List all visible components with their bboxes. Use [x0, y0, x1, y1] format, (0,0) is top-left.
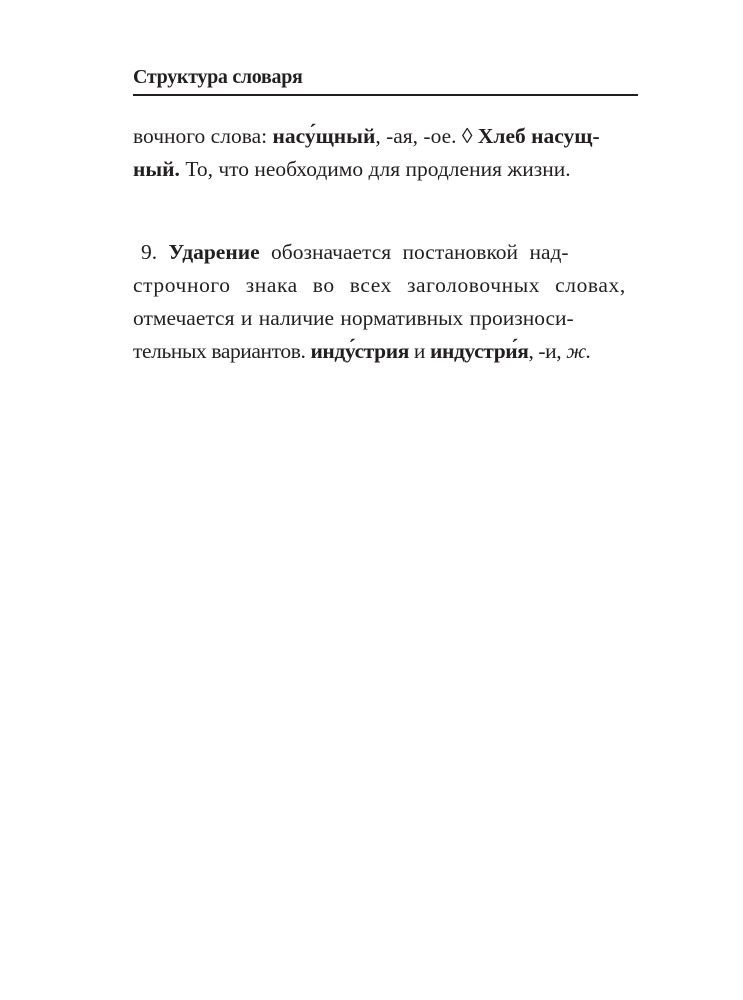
text: вочного слова: [133, 124, 273, 148]
headword: индустри́я [429, 339, 529, 363]
text: То, что необходимо для продления жизни. [179, 157, 571, 181]
text-line [133, 335, 638, 368]
headword: инду́стрия [310, 339, 409, 363]
grammar-label: ж. [566, 339, 591, 363]
header-rule [133, 94, 638, 96]
text: строчного знака во всех заголовочных словах, [133, 273, 626, 297]
text: и [408, 339, 430, 363]
running-header: Структура словаря [133, 66, 303, 88]
text: тельных вариантов. [133, 339, 311, 363]
paragraph-continuation [133, 120, 638, 186]
text: , -и, [528, 339, 567, 363]
text-line [133, 269, 638, 302]
text-line [133, 153, 638, 186]
text-line [133, 120, 638, 153]
paragraph-stress [133, 236, 638, 368]
phrase: ный. [133, 157, 180, 181]
item-number: 9. [141, 240, 169, 264]
text: , -ая, -ое. ◊ [375, 124, 478, 148]
term: Ударение [168, 240, 260, 264]
text: обозначается постановкой над- [259, 240, 569, 264]
text-line [133, 302, 638, 335]
phrase: Хлеб насущ- [477, 124, 600, 148]
text: отмечается и наличие нормативных произноси- [133, 306, 574, 330]
text-line [133, 236, 638, 269]
headword: насу́щный [272, 124, 376, 148]
